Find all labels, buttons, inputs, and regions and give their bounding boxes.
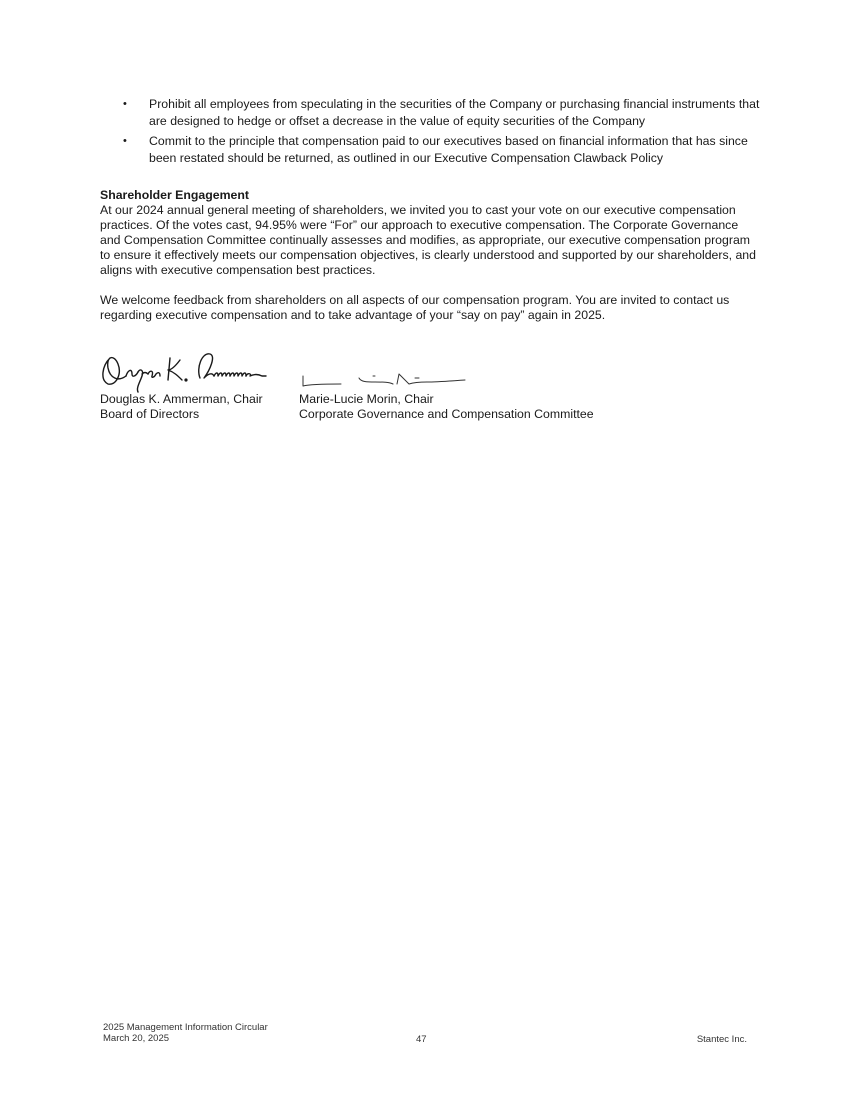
signatory-left (100, 392, 263, 422)
signatory-role: Corporate Governance and Compensation Committee (299, 407, 594, 421)
section-heading: Shareholder Engagement (100, 188, 249, 202)
page-number: 47 (416, 1034, 427, 1045)
shareholder-engagement-section (100, 188, 760, 323)
bullet-text: Commit to the principle that compensation paid to our executives based on financial information that has since been restated should be returned, as outlined in our Executive Compensation Clawback Policy (149, 134, 748, 165)
bullet-text: Prohibit all employees from speculating in the securities of the Company or purchasing financial instruments that are designed to hedge or offset a decrease in the value of equity securities of the Company (149, 97, 760, 128)
signatory-name: Douglas K. Ammerman, Chair (100, 392, 263, 406)
bullet-icon: • (123, 135, 127, 147)
signatory-name: Marie-Lucie Morin, Chair (299, 392, 434, 406)
feedback-paragraph: We welcome feedback from shareholders on all aspects of our compensation program. You are invited to contact us regarding executive compensation and to take advantage of your “say on pay” again in 2025. (100, 293, 730, 322)
list-item (100, 133, 760, 167)
signature-morin (297, 356, 477, 392)
footer-doc-title: 2025 Management Information Circular (103, 1022, 268, 1033)
footer-date: March 20, 2025 (103, 1033, 170, 1044)
signatory-role: Board of Directors (100, 407, 200, 421)
policy-bullet-list (100, 96, 760, 170)
engagement-paragraph: At our 2024 annual general meeting of shareholders, we invited you to cast your vote on our executive compensation practices. Of the votes cast, 94.95% were “For” our approach to executive compensation. The Corporate Governance and Compensation Committee continually assesses and modifies, as appropriate, our executive compensation program to ensure it effectively meets our compensation objectives, is clearly understood and supported by our shareholders, and aligns with executive compensation best practices. (100, 203, 756, 277)
footer-document-info (103, 1022, 268, 1044)
bullet-icon: • (123, 98, 127, 110)
signatory-right (299, 392, 594, 422)
signature-ammerman (96, 338, 276, 394)
list-item (100, 96, 760, 130)
footer-company: Stantec Inc. (696, 1034, 747, 1045)
